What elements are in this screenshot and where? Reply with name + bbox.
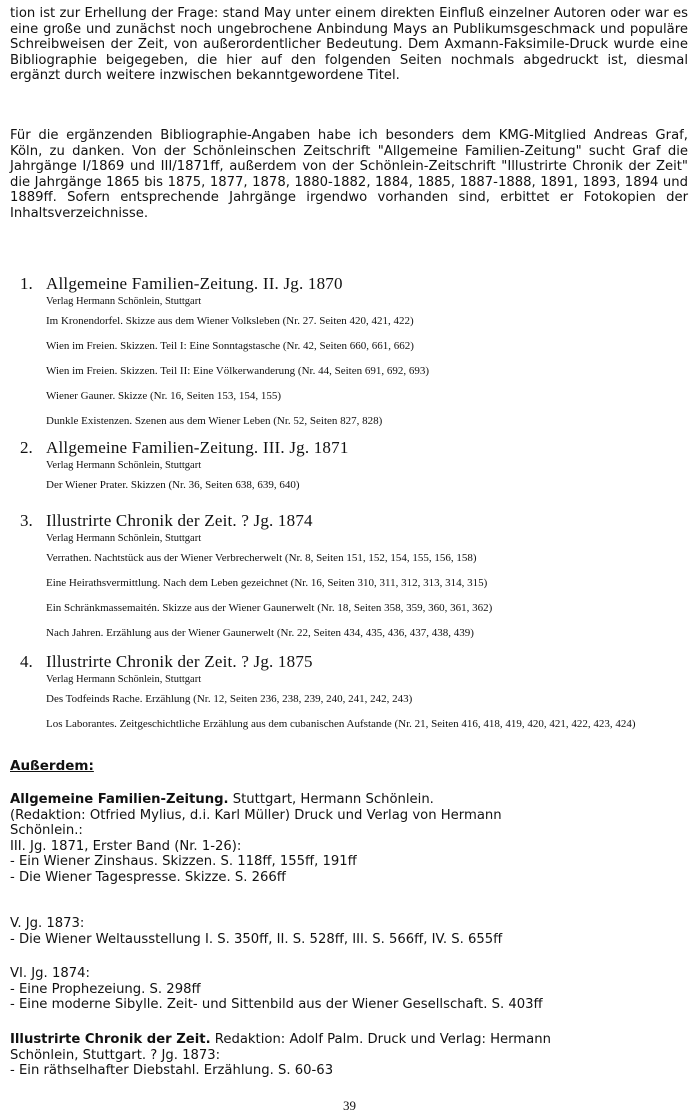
addendum-line: Schönlein.:: [10, 823, 83, 839]
entry-number: 4.: [20, 652, 33, 671]
entry-item: Eine Heirathsvermittlung. Nach dem Leben gezeichnet (Nr. 16, Seiten 310, 311, 312, 313, 314, 315): [46, 577, 488, 589]
entry-item: Der Wiener Prater. Skizzen (Nr. 36, Seiten 638, 639, 640): [46, 479, 300, 491]
entry-item: Los Laborantes. Zeitgeschichtliche Erzählung aus dem cubanischen Aufstande (Nr. 21, Seiten 416, 418, 419, 420, 421, 422, 423, 424): [46, 718, 636, 730]
addendum-line: V. Jg. 1873:: [10, 916, 85, 931]
entry-heading: Illustrirte Chronik der Zeit. ? Jg. 1874: [46, 511, 313, 530]
entry-heading: Allgemeine Familien-Zeitung. III. Jg. 1871: [46, 438, 349, 457]
entry-item: Wien im Freien. Skizzen. Teil I: Eine Sonntagstasche (Nr. 42, Seiten 660, 661, 662): [46, 340, 414, 352]
addendum-line: - Ein räthselhafter Diebstahl. Erzählung. S. 60-63: [10, 1063, 334, 1079]
entry-publisher: Verlag Hermann Schönlein, Stuttgart: [46, 533, 202, 544]
addendum-line: - Eine moderne Sibylle. Zeit- und Sittenbild aus der Wiener Gesellschaft. S. 403ff: [10, 997, 543, 1013]
addendum-line: VI. Jg. 1874:: [10, 966, 90, 981]
addendum-line: - Die Wiener Weltausstellung I. S. 350ff, II. S. 528ff, III. S. 566ff, IV. S. 655ff: [10, 931, 503, 947]
addendum-line: - Ein Wiener Zinshaus. Skizzen. S. 118ff, 155ff, 191ff: [10, 854, 357, 870]
addendum-title: Allgemeine Familien-Zeitung.: [10, 792, 229, 807]
entry-item: Im Kronendorfel. Skizze aus dem Wiener Volksleben (Nr. 27. Seiten 420, 421, 422): [46, 315, 414, 327]
entry-item: Des Todfeinds Rache. Erzählung (Nr. 12, Seiten 236, 238, 239, 240, 241, 242, 243): [46, 693, 413, 705]
entry-heading: Illustrirte Chronik der Zeit. ? Jg. 1875: [46, 652, 313, 671]
addendum-line: Schönlein, Stuttgart. ? Jg. 1873:: [10, 1047, 221, 1063]
entry-heading: Allgemeine Familien-Zeitung. II. Jg. 1870: [46, 274, 343, 293]
entry-item: Verrathen. Nachtstück aus der Wiener Verbrecherwelt (Nr. 8, Seiten 151, 152, 154, 155, 156, 158): [46, 552, 477, 564]
addendum-line: - Die Wiener Tagespresse. Skizze. S. 266ff: [10, 869, 286, 885]
addendum-line: III. Jg. 1871, Erster Band (Nr. 1-26):: [10, 838, 242, 854]
entry-number: 2.: [20, 438, 33, 457]
page-number: 39: [343, 1098, 356, 1113]
entry-item: Wien im Freien. Skizzen. Teil II: Eine Völkerwanderung (Nr. 44, Seiten 691, 692, 693): [46, 365, 429, 377]
entry-publisher: Verlag Hermann Schönlein, Stuttgart: [46, 674, 202, 685]
ausserdem-heading: Außerdem:: [10, 758, 94, 774]
entry-publisher: Verlag Hermann Schönlein, Stuttgart: [46, 296, 202, 307]
addendum-line: (Redaktion: Otfried Mylius, d.i. Karl Müller) Druck und Verlag von Hermann: [10, 807, 502, 823]
entry-item: Wiener Gauner. Skizze (Nr. 16, Seiten 153, 154, 155): [46, 390, 282, 402]
intro-paragraph-1: tion ist zur Erhellung der Frage: stand May unter einem direkten Einfluß einzelner Autoren oder war es eine große und zunächst noch ungebrochene Anbindung Mays an Publikumsgeschmack und populäre Schreibweisen der Zeit, von außerordentlicher Bedeutung. Dem Axmann-Faksimile-Druck wurde eine Bibliographie beigegeben, die hier auf den folgenden Seiten nochmals abgedruckt ist, diesmal ergänzt durch weitere inzwischen bekanntgewordene Titel.: [10, 6, 688, 84]
entry-item: Dunkle Existenzen. Szenen aus dem Wiener Leben (Nr. 52, Seiten 827, 828): [46, 415, 383, 427]
addendum-familien-zeitung: [10, 792, 688, 886]
entry-number: 1.: [20, 274, 33, 293]
entry-item: Ein Schränkmassemaitén. Skizze aus der Wiener Gaunerwelt (Nr. 18, Seiten 358, 359, 360, 361, 362): [46, 602, 493, 614]
addendum-title: Illustrirte Chronik der Zeit.: [10, 1032, 211, 1047]
addendum-title-rest: Redaktion: Adolf Palm. Druck und Verlag: Hermann: [210, 1032, 551, 1047]
addendum-jg-1873: [10, 916, 688, 947]
entry-number: 3.: [20, 511, 33, 530]
addendum-line: - Eine Prophezeiung. S. 298ff: [10, 981, 201, 997]
addendum-jg-1874: [10, 966, 688, 1013]
entry-publisher: Verlag Hermann Schönlein, Stuttgart: [46, 460, 202, 471]
addendum-illustrirte-chronik: [10, 1032, 688, 1079]
entry-item: Nach Jahren. Erzählung aus der Wiener Gaunerwelt (Nr. 22, Seiten 434, 435, 436, 437, 438, 439): [46, 627, 474, 639]
intro-paragraph-2: Für die ergänzenden Bibliographie-Angaben habe ich besonders dem KMG-Mitglied Andreas Graf, Köln, zu danken. Von der Schönleinschen Zeitschrift "Allgemeine Familien-Zeitung" sucht Graf die Jahrgänge I/1869 und III/1871ff, außerdem von der Schönlein-Zeitschrift "Illustrirte Chronik der Zeit" die Jahrgänge 1865 bis 1875, 1877, 1878, 1880-1882, 1884, 1885, 1887-1888, 1891, 1893, 1894 und 1889ff. Sofern entsprechende Jahrgänge irgendwo vorhanden sind, erbittet er Fotokopien der Inhaltsverzeichnisse.: [10, 128, 688, 221]
addendum-title-rest: Stuttgart, Hermann Schönlein.: [228, 792, 434, 807]
